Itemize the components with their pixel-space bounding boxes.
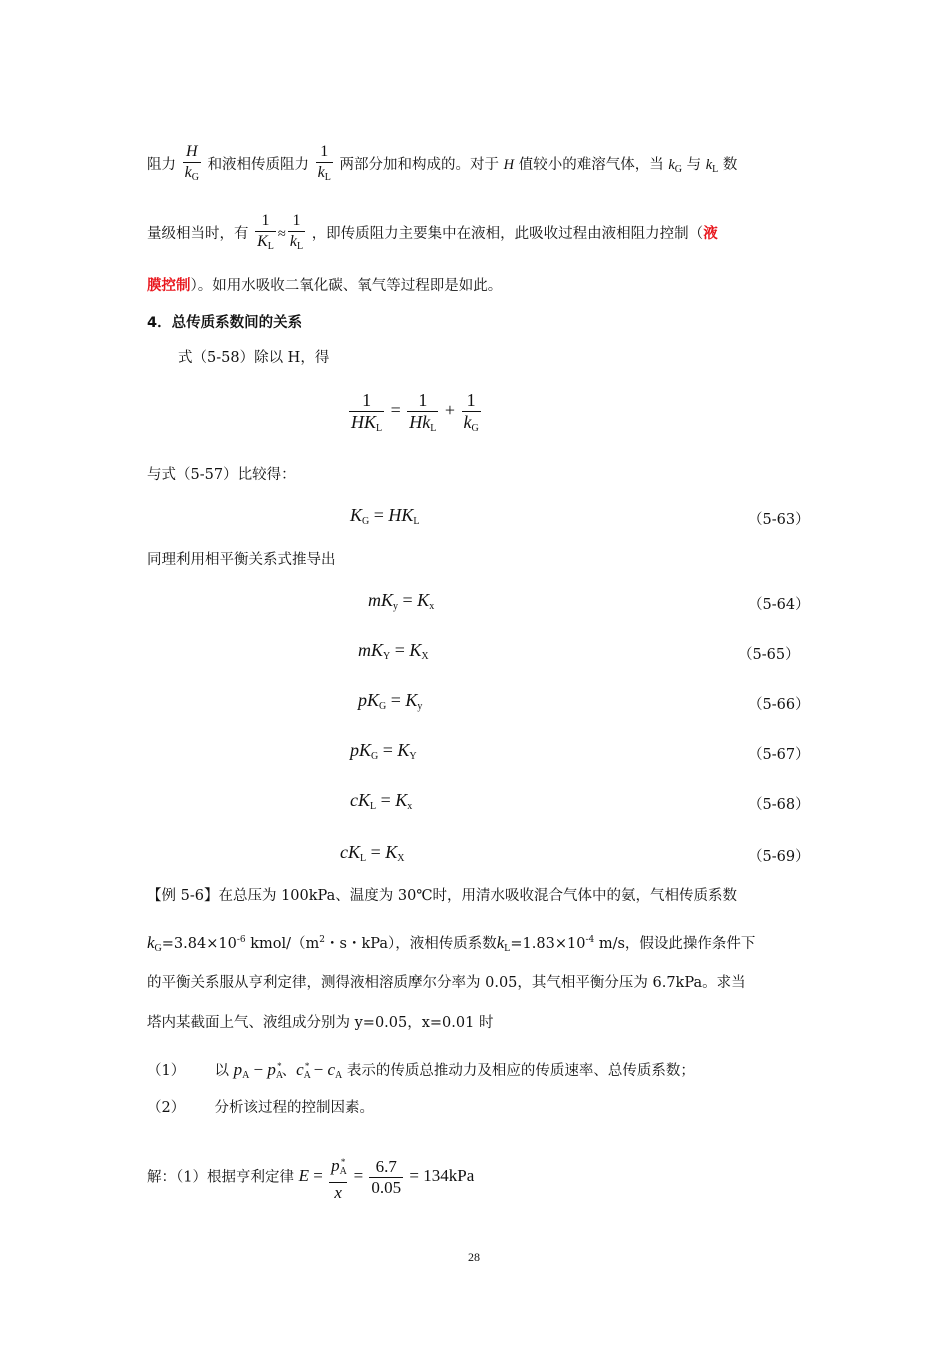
derive-line: 同理利用相平衡关系式推导出 xyxy=(147,552,336,568)
question-text: 分析该过程的控制因素。 xyxy=(214,1100,374,1116)
para1-text: 两部分加和构成的。对于 xyxy=(339,157,499,173)
example-line-2: $k_G=3.84\times 10^{-6}$ kmol/（$m^2$・s・kPa），液相传质系数$k_L=1.83\times 10^{-4}$ m/s，假设此操作条件下 xyxy=(147,933,756,954)
superscript: 2 xyxy=(319,935,325,945)
solution-value: = 134kPa xyxy=(409,1166,475,1186)
fraction-1-KL: $\frac{1}{K_L}$ xyxy=(255,211,276,257)
equation-number: （5-66） xyxy=(748,697,810,713)
equation-5-63: $K_G = HK_L$ xyxy=(350,505,420,527)
divide-line: 式（5-58）除以 H，得 xyxy=(178,350,330,366)
solution-line: 解：（1）根据亨利定律 E = $\frac{p_A^*}{x}$ = $\frac{6.7}{0.05}$ = 134kPa xyxy=(147,1156,475,1202)
para2-text: 量级相当时，有 xyxy=(147,226,249,242)
question-number: （1） xyxy=(147,1063,186,1079)
equation-5-64: $mK_y = K_x$ xyxy=(368,590,435,612)
equation-5-66: $pK_G = K_y$ xyxy=(358,690,423,712)
fraction-1-kL: $\frac{1}{k_L}$ xyxy=(288,211,305,257)
example-line-1: 【例 5-6】在总压为 100kPa、温度为 30℃时，用清水吸收混合气体中的氨，气相传质系数 xyxy=(147,888,738,904)
equation-5-65: $mK_Y = K_X$ xyxy=(358,640,429,662)
equation-5-68: $cK_L = K_x$ xyxy=(350,790,413,812)
para1-text: 与 xyxy=(686,157,702,173)
equation-number: （5-67） xyxy=(748,747,810,763)
example-text: kmol/（m xyxy=(245,936,320,952)
compare-line: 与式（5-57）比较得： xyxy=(147,467,296,483)
question-1: （1） 以 $p_A - p_A^*$、$c_A^* - c_A$ 表示的传质总推动力及相应的传质速率、总传质系数； xyxy=(147,1060,695,1081)
page-number: 28 xyxy=(468,1250,480,1264)
example-line-4: 塔内某截面上气、液组成分别为 y=0.05，x=0.01 时 xyxy=(147,1015,494,1031)
equation-5-67: $pK_G = K_Y$ xyxy=(350,740,417,762)
equation-number: （5-65） xyxy=(738,647,800,663)
example-text: m/s，假设此操作条件下 xyxy=(594,936,756,952)
para3-line xyxy=(147,276,502,296)
example-text: =1.83×10 xyxy=(510,936,586,952)
equation-5-69: $cK_L = K_X$ xyxy=(340,842,405,864)
para1-text: 数 xyxy=(722,157,738,173)
para1-line: 阻力 $\frac{H}{k_G}$ 和液相传质阻力 $\frac{1}{k_L}$ 两部分加和构成的。对于 H 值较小的难溶气体，当 $k_G$ 与 $k_L$ 数 xyxy=(147,142,737,188)
var-H: H xyxy=(503,157,515,173)
equation-number: （5-64） xyxy=(748,597,810,613)
para3-text: ）。如用水吸收二氧化碳、氧气等过程即是如此。 xyxy=(190,278,503,294)
fraction-H-kG: $\frac{H}{k_G}$ xyxy=(183,142,201,188)
example-text: =3.84×10 xyxy=(161,936,237,952)
para2-line: 量级相当时，有 $\frac{1}{K_L}$ ≈ $\frac{1}{k_L}$ ，即传质阻力主要集中在液相，此吸收过程由液相阻力控制（液 xyxy=(147,211,718,257)
highlight-text: 液 xyxy=(703,226,718,242)
fraction-1-kL: $\frac{1}{k_L}$ xyxy=(316,142,333,188)
para1-text: 值较小的难溶气体，当 xyxy=(518,157,664,173)
solution-text: 解：（1）根据亨利定律 xyxy=(147,1169,294,1186)
equation-number: （5-63） xyxy=(748,512,810,528)
example-text: ・s・kPa），液相传质系数 xyxy=(325,936,497,952)
highlight-text: 膜控制 xyxy=(147,278,191,294)
equation-number: （5-69） xyxy=(748,849,810,865)
equation-number: （5-68） xyxy=(748,797,810,813)
superscript: -6 xyxy=(236,935,246,945)
example-line-3: 的平衡关系服从亨利定律，测得液相溶质摩尔分率为 0.05，其气相平衡分压为 6.7kPa。求当 xyxy=(147,975,746,991)
question-number: （2） xyxy=(147,1100,186,1116)
equation-resistance: $\frac{1}{HK_L}$ = $\frac{1}{Hk_L}$ + $\frac{1}{k_G}$ xyxy=(351,390,479,434)
section-heading: 4．总传质系数间的关系 xyxy=(147,315,303,331)
para1-text: 和液相传质阻力 xyxy=(207,157,310,173)
para2-text: ，即传质阻力主要集中在液相，此吸收过程由液相阻力控制（ xyxy=(311,226,704,242)
question-text: 以 xyxy=(214,1063,229,1079)
question-text: 表示的传质总推动力及相应的传质速率、总传质系数； xyxy=(346,1063,695,1079)
question-2 xyxy=(147,1098,374,1118)
superscript: -4 xyxy=(585,935,595,945)
para1-text: 阻力 xyxy=(147,157,176,173)
